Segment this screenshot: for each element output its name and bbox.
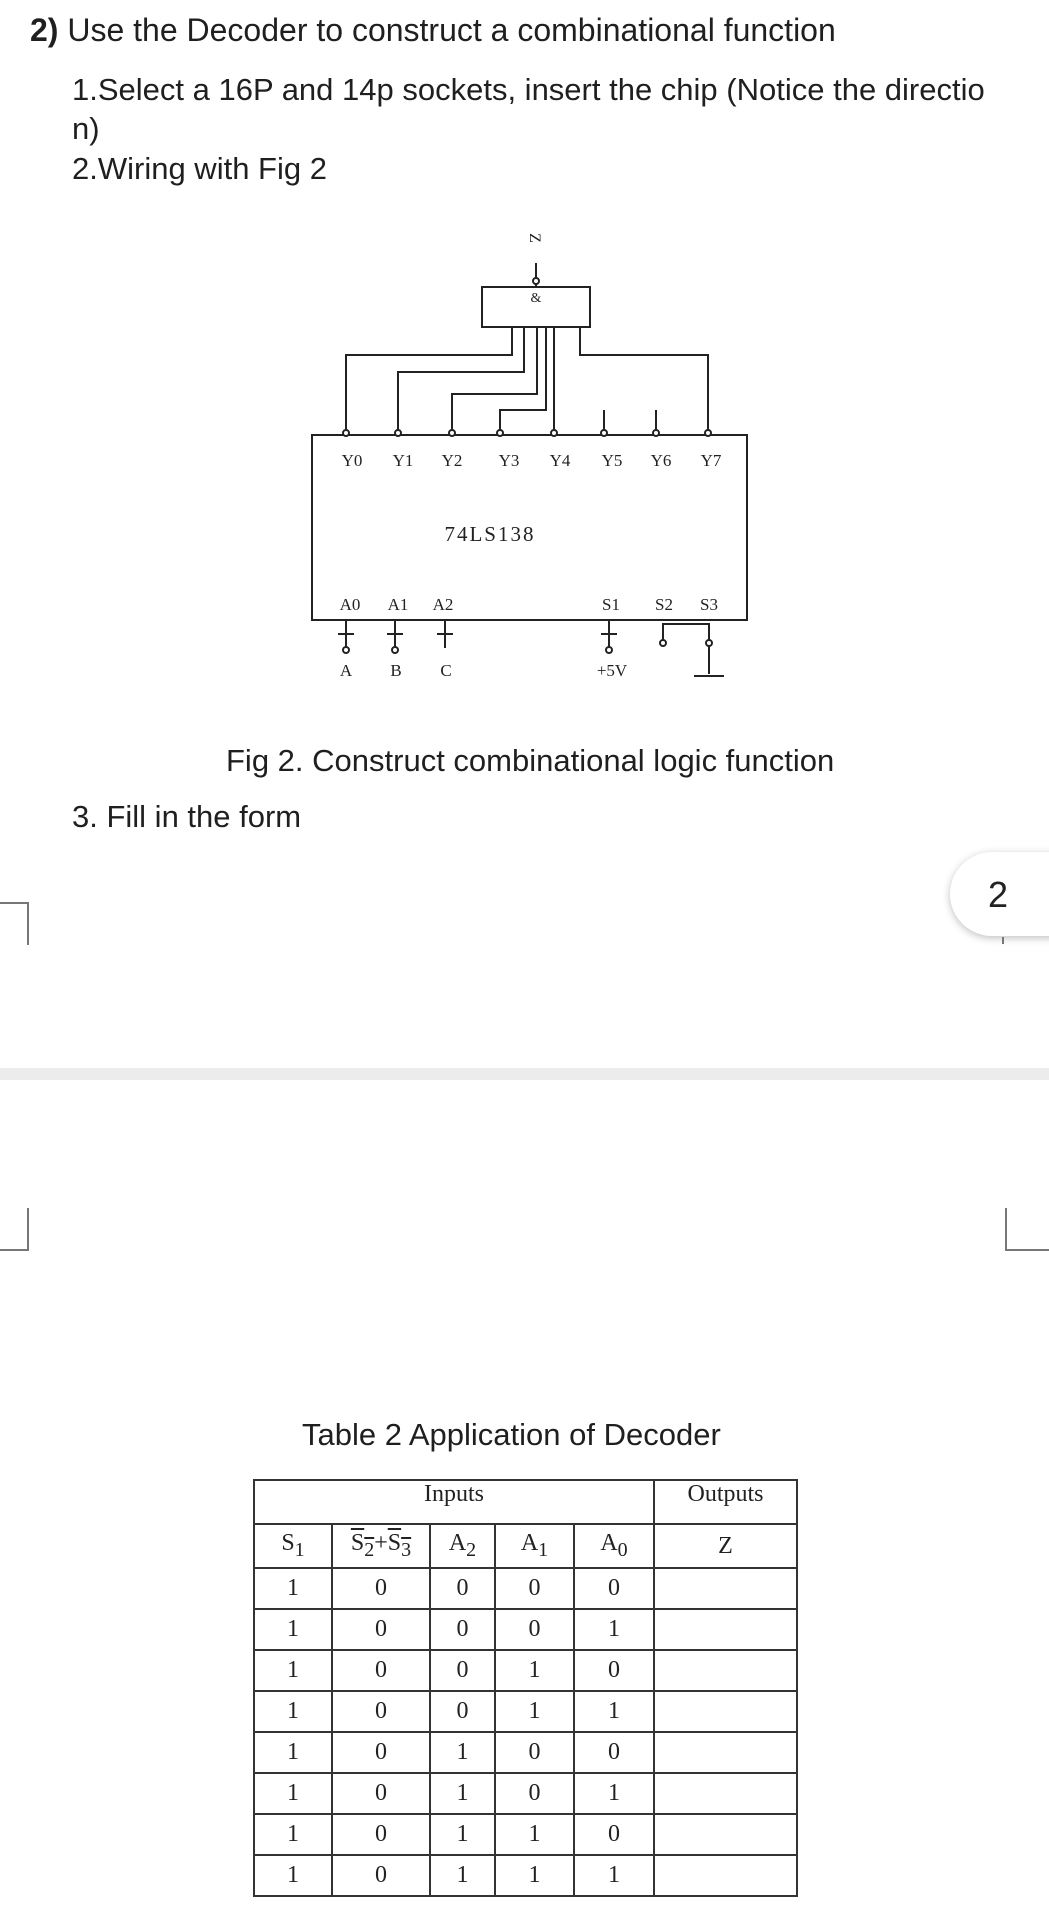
pin-label-s2: S2 <box>655 595 673 614</box>
section-title: Use the Decoder to construct a combinational function <box>67 12 836 48</box>
table-group-header-row <box>254 1480 797 1524</box>
cell-z-input[interactable] <box>654 1732 797 1773</box>
crop-mark-bottom-left <box>0 1208 28 1250</box>
table-caption: Table 2 Application of Decoder <box>302 1417 721 1452</box>
cell-s1: 1 <box>254 1609 332 1650</box>
section-number: 2) <box>30 12 59 48</box>
cell-s2-s3: 0 <box>332 1814 430 1855</box>
pin-label-s1: S1 <box>602 595 620 614</box>
cell-a2: 1 <box>430 1855 495 1896</box>
pin-label-y0: Y0 <box>341 451 363 470</box>
crop-mark-bottom-right <box>1006 1208 1049 1250</box>
pin-label-y6: Y6 <box>650 451 672 470</box>
cell-z-input[interactable] <box>654 1568 797 1609</box>
cell-s2-s3: 0 <box>332 1650 430 1691</box>
cell-a1: 1 <box>495 1691 574 1732</box>
cell-a2: 0 <box>430 1609 495 1650</box>
cell-s1: 1 <box>254 1650 332 1691</box>
cell-s2-s3: 0 <box>332 1691 430 1732</box>
pin-label-y5: Y5 <box>601 451 623 470</box>
cell-z-input[interactable] <box>654 1855 797 1896</box>
col-header-z: Z <box>654 1524 797 1568</box>
page-number: 2 <box>988 874 1009 915</box>
cell-s1: 1 <box>254 1855 332 1896</box>
col-header-a1: $A_1$ <box>495 1524 574 1568</box>
cell-a0: 0 <box>574 1732 654 1773</box>
chip-name-label: 74LS138 <box>444 522 536 546</box>
input-label-b: B <box>390 661 402 680</box>
figure-caption: Fig 2. Construct combinational logic function <box>226 743 835 778</box>
step-3: 3. Fill in the form <box>72 799 302 834</box>
outputs-group-header: Outputs <box>654 1480 797 1524</box>
cell-a0: 1 <box>574 1855 654 1896</box>
cell-s2-s3: 0 <box>332 1773 430 1814</box>
table-row <box>254 1650 797 1691</box>
cell-a1: 1 <box>495 1650 574 1691</box>
input-label-a: A <box>339 661 353 680</box>
cell-a1: 0 <box>495 1732 574 1773</box>
step-1-line-1: 1.Select a 16P and 14p sockets, insert the chip (Notice the directio <box>72 72 985 107</box>
col-header-s1: $S_1$ <box>254 1524 332 1568</box>
cell-z-input[interactable] <box>654 1773 797 1814</box>
table-column-header-row <box>254 1524 797 1568</box>
cell-s1: 1 <box>254 1691 332 1732</box>
output-z-label: Z <box>526 233 543 243</box>
table-row <box>254 1609 797 1650</box>
cell-a1: 0 <box>495 1773 574 1814</box>
cell-s1: 1 <box>254 1814 332 1855</box>
pin-label-a0: A0 <box>339 595 361 614</box>
cell-a1: 1 <box>495 1814 574 1855</box>
pin-label-y3: Y3 <box>498 451 520 470</box>
cell-a2: 1 <box>430 1773 495 1814</box>
cell-s2-s3: 0 <box>332 1732 430 1773</box>
input-label-c: C <box>440 661 452 680</box>
pin-label-s3: S3 <box>700 595 718 614</box>
truth-table <box>253 1479 798 1897</box>
cell-a0: 0 <box>574 1814 654 1855</box>
col-header-a2: $A_2$ <box>430 1524 495 1568</box>
cell-a1: 0 <box>495 1609 574 1650</box>
cell-a2: 0 <box>430 1691 495 1732</box>
cell-s2-s3: 0 <box>332 1855 430 1896</box>
page-divider <box>0 1068 1049 1080</box>
cell-a2: 0 <box>430 1568 495 1609</box>
pin-label-y1: Y1 <box>392 451 414 470</box>
cell-a0: 0 <box>574 1568 654 1609</box>
col-header-s2-s3: $S_2+S_3$ <box>332 1524 430 1568</box>
cell-a0: 0 <box>574 1650 654 1691</box>
pin-label-a2: A2 <box>432 595 454 614</box>
cell-a0: 1 <box>574 1609 654 1650</box>
cell-a2: 1 <box>430 1814 495 1855</box>
cell-s2-s3: 0 <box>332 1568 430 1609</box>
inputs-group-header: Inputs <box>254 1480 654 1524</box>
pin-label-y2: Y2 <box>441 451 463 470</box>
cell-a0: 1 <box>574 1691 654 1732</box>
step-1-line-2: n) <box>72 111 100 146</box>
cell-s1: 1 <box>254 1732 332 1773</box>
cell-s1: 1 <box>254 1568 332 1609</box>
table-row <box>254 1732 797 1773</box>
cell-z-input[interactable] <box>654 1691 797 1732</box>
cell-a2: 0 <box>430 1650 495 1691</box>
table-row <box>254 1691 797 1732</box>
supply-label: +5V <box>596 661 628 680</box>
cell-a1: 0 <box>495 1568 574 1609</box>
cell-s2-s3: 0 <box>332 1609 430 1650</box>
pin-label-y7: Y7 <box>700 451 722 470</box>
table-row <box>254 1855 797 1896</box>
crop-mark-top-left <box>0 903 28 945</box>
cell-a2: 1 <box>430 1732 495 1773</box>
pin-label-y4: Y4 <box>549 451 571 470</box>
table-row <box>254 1773 797 1814</box>
cell-z-input[interactable] <box>654 1650 797 1691</box>
step-2: 2.Wiring with Fig 2 <box>72 151 327 186</box>
and-gate-symbol: & <box>530 291 542 306</box>
cell-s1: 1 <box>254 1773 332 1814</box>
cell-a0: 1 <box>574 1773 654 1814</box>
table-row <box>254 1568 797 1609</box>
cell-a1: 1 <box>495 1855 574 1896</box>
pin-label-a1: A1 <box>387 595 409 614</box>
cell-z-input[interactable] <box>654 1609 797 1650</box>
cell-z-input[interactable] <box>654 1814 797 1855</box>
col-header-a0: $A_0$ <box>574 1524 654 1568</box>
table-row <box>254 1814 797 1855</box>
